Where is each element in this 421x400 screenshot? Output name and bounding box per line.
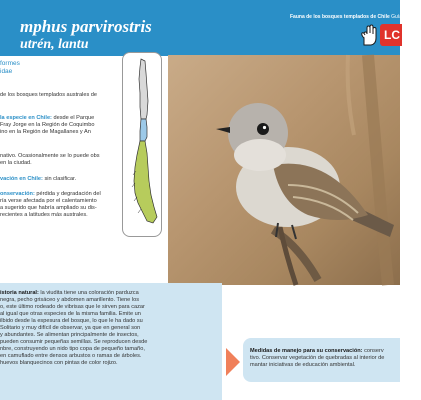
threats-line: recientes a latitudes más australes. bbox=[0, 212, 88, 218]
natural-history-line: al igual que otras especies de la misma familia. Emite un bbox=[0, 311, 141, 317]
natural-history-line: pueden consumir pequeñas semillas. Se reproducen desde bbox=[0, 339, 148, 345]
threats-line: ría verse afectada por el calentamiento bbox=[0, 198, 97, 204]
taxonomic-order: formes bbox=[0, 60, 20, 67]
header-bar bbox=[0, 0, 421, 56]
natural-history-line: ilbido desde la espesura del bosque, lo que le ha dado su bbox=[0, 318, 143, 324]
natural-history-line: y abundantes. Se alimentan principalmente de insectos, bbox=[0, 332, 139, 338]
presence-line: Fray Jorge en la Región de Coquimbo bbox=[0, 122, 95, 128]
natural-history-line: en camuflado entre densos arbustos o ramas de árboles. bbox=[0, 353, 142, 359]
distribution-map bbox=[122, 52, 162, 237]
natural-history-line: huevos blanquecinos con pintas de color rojizo. bbox=[0, 360, 118, 366]
natural-history-line: negra, pecho grisáceo y abdomen amarillento. Tiene los bbox=[0, 297, 139, 303]
conservation-paragraph bbox=[0, 176, 76, 183]
bird-illustration bbox=[168, 55, 400, 285]
hand-icon bbox=[360, 24, 378, 46]
threats-label: onservación: bbox=[0, 191, 35, 197]
taxonomic-family: idae bbox=[0, 68, 13, 75]
management-line: tivo. Conservar vegetación de quebradas al interior de bbox=[250, 355, 385, 361]
habitat-paragraph bbox=[0, 153, 100, 167]
threats-line: a sugerido que habría ampliado su dis- bbox=[0, 205, 97, 211]
management-label: Medidas de manejo para su conservación: bbox=[250, 348, 363, 354]
presence-label: la especie en Chile: bbox=[0, 115, 52, 121]
management-text bbox=[250, 348, 400, 369]
presence-line: ino en la Región de Magallanes y An bbox=[0, 129, 91, 135]
management-line: mantar iniciativas de educación ambiental. bbox=[250, 362, 356, 368]
natural-history-text bbox=[0, 290, 220, 367]
threats-line: pérdida y degradación del bbox=[34, 191, 101, 197]
management-line: conserv bbox=[362, 348, 384, 354]
species-title: mphus parvirostris bbox=[20, 17, 152, 36]
arrow-icon bbox=[226, 348, 240, 376]
series-name: Fauna de los bosques templados de Chile bbox=[290, 14, 390, 20]
conservation-value: sin clasificar. bbox=[42, 176, 77, 182]
guide-series-label bbox=[290, 14, 421, 20]
natural-history-line: Solitario y muy difícil de observar, ya que en general son bbox=[0, 325, 141, 331]
threats-paragraph bbox=[0, 191, 101, 219]
series-subname: Guía de Cam bbox=[389, 14, 421, 20]
conservation-status-badge: LC bbox=[380, 24, 402, 46]
bird-photo bbox=[168, 55, 400, 285]
common-names: utrén, lantu bbox=[20, 37, 89, 52]
natural-history-label: istoria natural: bbox=[0, 290, 39, 296]
distribution-text: de los bosques templados australes de bbox=[0, 92, 98, 98]
habitat-line: nativo. Ocasionalmente se lo puede obs bbox=[0, 153, 100, 159]
habitat-line: en la ciudad. bbox=[0, 160, 32, 166]
presence-line: desde el Parque bbox=[51, 115, 95, 121]
natural-history-line: nbre, construyendo un nido tipo copa de pequeño tamaño, bbox=[0, 346, 145, 352]
natural-history-line: o, este último rodeado de vibrisas que le sirven para cazar bbox=[0, 304, 145, 310]
chile-map-shape bbox=[123, 53, 161, 236]
natural-history-line: la viudita tiene una coloración parduzca bbox=[38, 290, 139, 296]
conservation-label: vación en Chile: bbox=[0, 176, 43, 182]
presence-paragraph bbox=[0, 115, 95, 136]
